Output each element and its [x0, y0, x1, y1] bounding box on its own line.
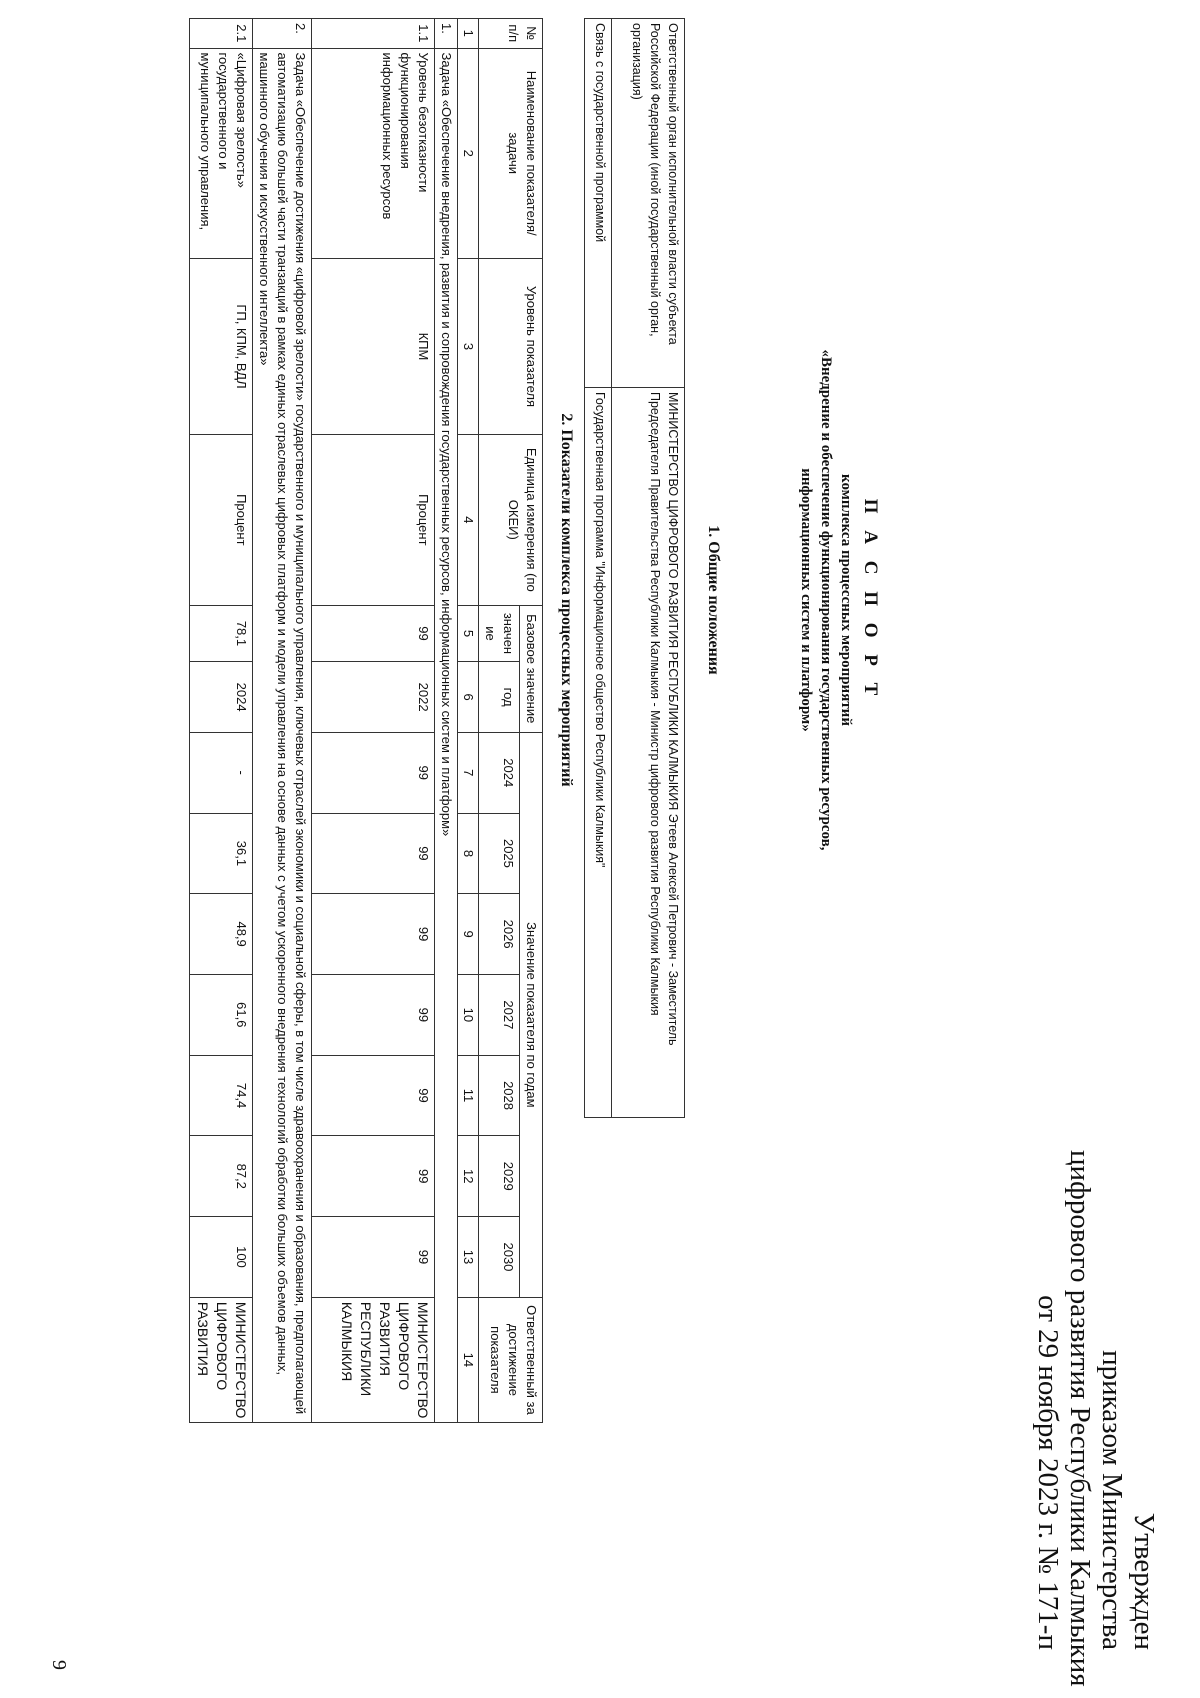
- header-year: 2029: [479, 1136, 520, 1217]
- responsible-ministry: МИНИСТЕРСТВО ЦИФРОВОГО РАЗВИТИЯ: [190, 1297, 253, 1422]
- column-number: 2: [458, 48, 479, 258]
- column-number: 1: [458, 19, 479, 49]
- header-year: 2030: [479, 1217, 520, 1298]
- column-number: 3: [458, 258, 479, 434]
- indicator-unit: Процент: [190, 435, 253, 606]
- header-num: № п/п: [479, 19, 543, 49]
- task-num: 1.: [435, 19, 458, 49]
- year-value: 99: [312, 732, 435, 813]
- indicator-unit: Процент: [312, 435, 435, 606]
- row-num: 2.1: [190, 19, 253, 49]
- general-provisions-table: [584, 18, 685, 1118]
- document-title: [796, 300, 880, 900]
- title-line: комплекса процессных мероприятий: [838, 474, 854, 726]
- column-number: 6: [458, 662, 479, 732]
- header-year: 2024: [479, 732, 520, 813]
- title-line: информационных систем и платформ»: [798, 468, 814, 732]
- section-2-heading: 2. Показатели комплекса процессных мероприятий: [558, 413, 575, 787]
- header-base-year: год: [479, 662, 520, 732]
- column-number: 4: [458, 435, 479, 606]
- indicator-row: [312, 19, 435, 1423]
- approval-stamp: [1032, 1150, 1160, 1687]
- year-value: 99: [312, 813, 435, 894]
- section-1-heading: 1. Общие положения: [705, 525, 722, 675]
- indicator-name: «Цифровая зрелость» государственного и муниципального управления,: [190, 48, 253, 258]
- row-num: 1.1: [312, 19, 435, 49]
- approval-line: цифрового развития Республики Калмыкия: [1064, 1150, 1096, 1687]
- page-number: 9: [48, 1660, 70, 1670]
- task-text: Задача «Обеспечение внедрения, развития и сопровождения государственных ресурсов, информационных систем и платформ»: [435, 48, 458, 1422]
- year-value: 99: [312, 1055, 435, 1136]
- indicator-row: [190, 19, 253, 1423]
- header-values-by-year: Значение показателя по годам: [520, 732, 543, 1297]
- task-text: Задача «Обеспечение достижения «цифровой зрелости» государственного и муниципального управления, ключевых отраслей экономики и социальной сферы, в том числе здравоохранения и образования, предполагающей автоматизацию большей части транзакций в рамках единых отраслевых цифровых платформ и модели управления на основе данных с учетом ускоренного внедрения технологий обработки больших объемов данных, машинного обучения и искусственного интеллекта»: [253, 48, 312, 1422]
- approval-line: приказом Министерства: [1096, 1350, 1128, 1650]
- year-value: 100: [190, 1217, 253, 1298]
- header-base-value: значение: [479, 605, 520, 662]
- base-value: 78,1: [190, 605, 253, 662]
- header-responsible: Ответственный за достижение показателя: [479, 1297, 543, 1422]
- responsible-body-label: Ответственный орган исполнительной власти субъекта Российской Федерации (иной государственный орган, организация): [612, 19, 685, 388]
- year-value: 99: [312, 1217, 435, 1298]
- year-value: 99: [312, 1136, 435, 1217]
- header-year: 2028: [479, 1055, 520, 1136]
- header-level: Уровень показателя: [479, 258, 543, 434]
- program-link-label: Связь с государственной программой: [585, 19, 612, 388]
- header-base: Базовое значение: [520, 605, 543, 732]
- table-row: [612, 19, 685, 1118]
- column-number: 12: [458, 1136, 479, 1217]
- base-value: 99: [312, 605, 435, 662]
- task-row: [253, 19, 312, 1423]
- indicator-name: Уровень безотказности функционирования информационных ресурсов: [312, 48, 435, 258]
- header-year: 2027: [479, 974, 520, 1055]
- column-number: 10: [458, 974, 479, 1055]
- header-year: 2025: [479, 813, 520, 894]
- column-number: 8: [458, 813, 479, 894]
- base-year: 2022: [312, 662, 435, 732]
- table-row: [585, 19, 612, 1118]
- header-row: [520, 19, 543, 1423]
- year-value: -: [190, 732, 253, 813]
- responsible-ministry: МИНИСТЕРСТВО ЦИФРОВОГО РАЗВИТИЯ РЕСПУБЛИКИ КАЛМЫКИЯ: [312, 1297, 435, 1422]
- year-value: 87,2: [190, 1136, 253, 1217]
- year-value: 99: [312, 894, 435, 975]
- column-number: 9: [458, 894, 479, 975]
- column-number: 11: [458, 1055, 479, 1136]
- responsible-body-value: МИНИСТЕРСТВО ЦИФРОВОГО РАЗВИТИЯ РЕСПУБЛИКИ КАЛМЫКИЯ Этеев Алексей Петрович - Заместитель Председателя Правительства Республики Калмыкия - Министр цифрового развития Республики Калмыкия: [612, 388, 685, 1118]
- approval-line: Утвержден: [1128, 1512, 1160, 1650]
- title-line: «Внедрение и обеспечение функционирования государственных ресурсов,: [818, 349, 834, 851]
- year-value: 99: [312, 974, 435, 1055]
- column-number: 5: [458, 605, 479, 662]
- header-year: 2026: [479, 894, 520, 975]
- header-unit: Единица измерения (по ОКЕИ): [479, 435, 543, 606]
- column-number: 13: [458, 1217, 479, 1298]
- year-value: 61,6: [190, 974, 253, 1055]
- indicators-table: [189, 18, 543, 1423]
- approval-line: от 29 ноября 2023 г. № 171-п: [1032, 1295, 1064, 1650]
- column-number: 7: [458, 732, 479, 813]
- year-value: 74,4: [190, 1055, 253, 1136]
- header-name: Наименование показателя/задачи: [479, 48, 543, 258]
- base-year: 2024: [190, 662, 253, 732]
- program-link-value: Государственная программа "Информационное общество Республики Калмыкия": [585, 388, 612, 1118]
- indicator-level: ГП, КПМ, ВДЛ: [190, 258, 253, 434]
- column-number: 14: [458, 1297, 479, 1422]
- task-row: [435, 19, 458, 1423]
- year-value: 36,1: [190, 813, 253, 894]
- year-value: 48,9: [190, 894, 253, 975]
- task-num: 2.: [253, 19, 312, 49]
- column-number-row: [458, 19, 479, 1423]
- passport-heading: П А С П О Р Т: [860, 498, 881, 702]
- indicator-level: КПМ: [312, 258, 435, 434]
